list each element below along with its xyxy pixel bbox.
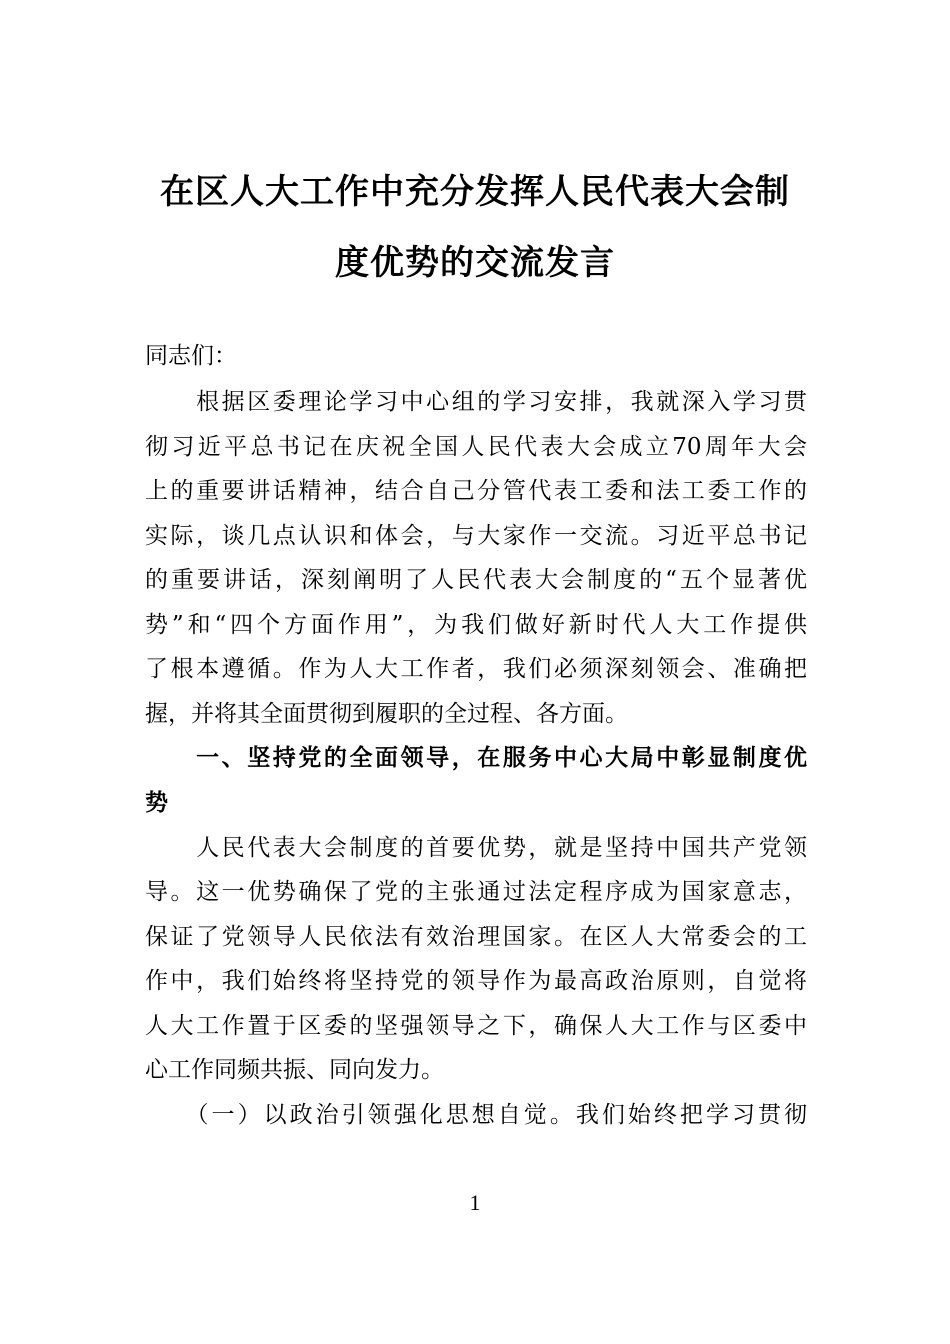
text-line: 实际，谈几点认识和体会，与大家作一交流。习近平总书记: [145, 523, 807, 549]
text-line: 人民代表大会制度的首要优势，就是坚持中国共产党领: [145, 835, 807, 861]
document-title-line-2: 度优势的交流发言: [335, 243, 615, 283]
heading-line: 一、坚持党的全面领导，在服务中心大局中彰显制度优: [145, 744, 807, 771]
text-line: 的重要讲话，深刻阐明了人民代表大会制度的“五个显著优: [145, 567, 807, 593]
page-number: 1: [469, 1190, 481, 1215]
document-title-line-1: 在区人大工作中充分发挥人民代表大会制: [160, 172, 790, 212]
text-line: 人大工作置于区委的坚强领导之下，确保人大工作与区委中: [145, 1013, 807, 1039]
text-line: 握，并将其全面贯彻到履职的全过程、各方面。: [145, 701, 628, 727]
text-line: 保证了党领导人民依法有效治理国家。在区人大常委会的工: [145, 924, 807, 950]
text-line: 心工作同频共振、同向发力。: [145, 1057, 444, 1083]
salutation: 同志们：: [145, 343, 237, 369]
text-line: 上的重要讲话精神，结合自己分管代表工委和法工委工作的: [145, 478, 807, 504]
text-line: 彻习近平总书记在庆祝全国人民代表大会成立70周年大会: [145, 434, 807, 460]
text-line: 作中，我们始终将坚持党的领导作为最高政治原则，自觉将: [145, 968, 807, 994]
text-line: 势”和“四个方面作用”，为我们做好新时代人大工作提供: [145, 612, 807, 638]
text-line: 导。这一优势确保了党的主张通过法定程序成为国家意志，: [145, 879, 807, 905]
heading-line: 势: [145, 789, 168, 816]
text-line: 根据区委理论学习中心组的学习安排，我就深入学习贯: [145, 389, 807, 415]
text-line: （一）以政治引领强化思想自觉。我们始终把学习贯彻: [145, 1102, 807, 1128]
text-line: 了根本遵循。作为人大工作者，我们必须深刻领会、准确把: [145, 656, 807, 682]
